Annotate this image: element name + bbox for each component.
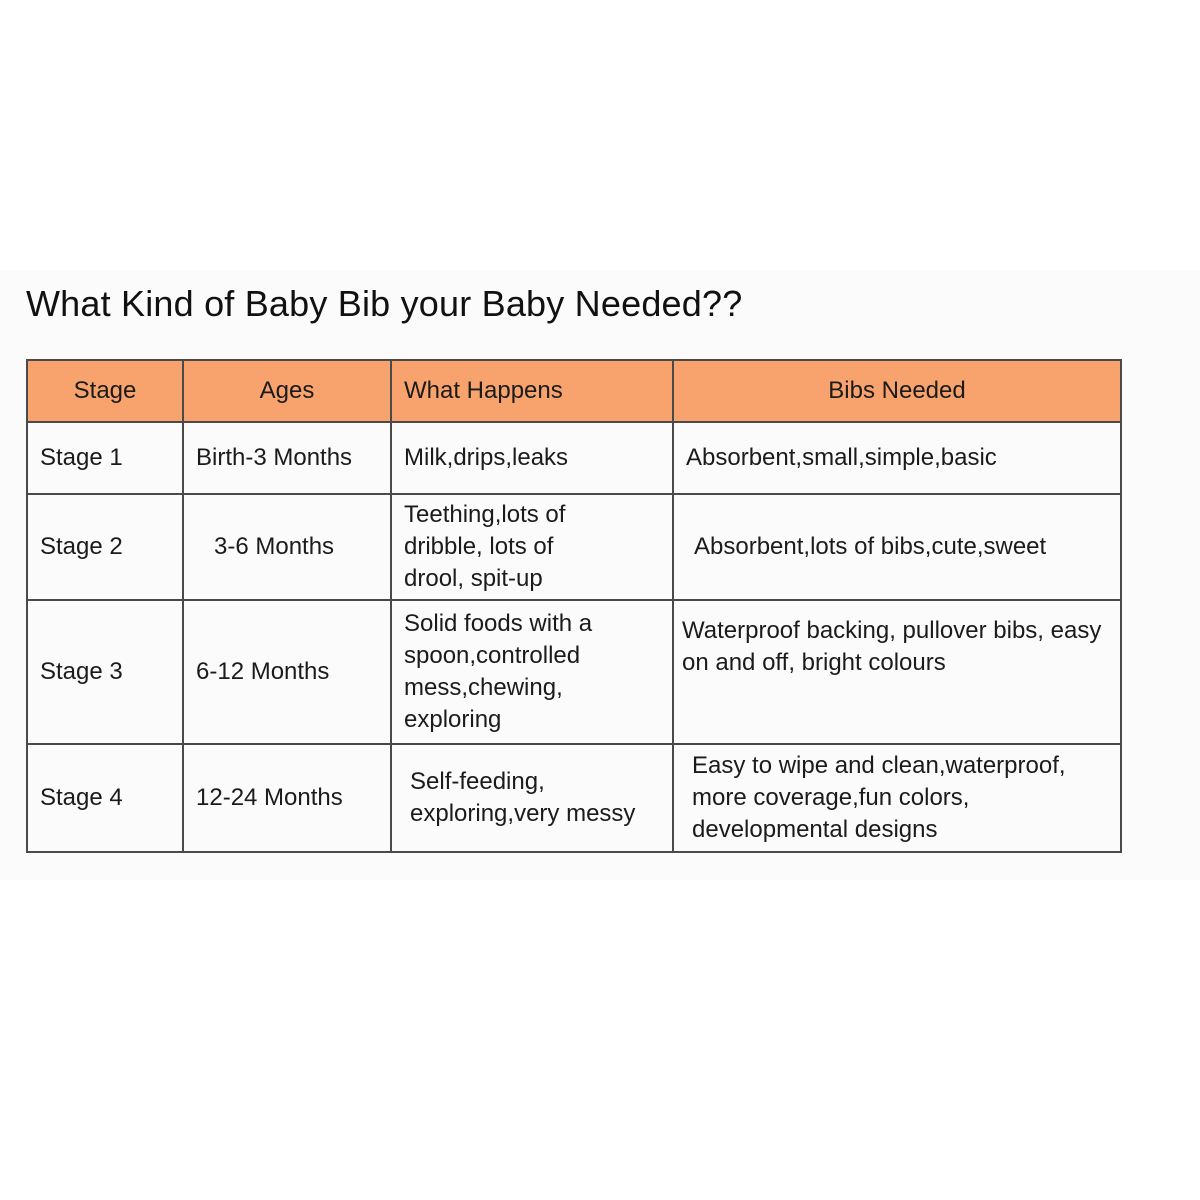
cell-what-happens: Solid foods with a spoon,controlled mess,chewing, exploring [391,600,673,744]
cell-what-happens: Milk,drips,leaks [391,422,673,494]
table-row [27,744,1121,852]
cell-bibs-needed: Absorbent,small,simple,basic [673,422,1121,494]
cell-bibs-needed: Easy to wipe and clean,waterproof, more coverage,fun colors, developmental designs [673,744,1121,852]
cell-stage: Stage 4 [27,744,183,852]
cell-stage: Stage 2 [27,494,183,600]
cell-stage: Stage 1 [27,422,183,494]
table-row [27,600,1121,744]
cell-bibs-needed: Waterproof backing, pullover bibs, easy on and off, bright colours [673,600,1121,744]
table-header-row [27,360,1121,422]
cell-ages: 12-24 Months [183,744,391,852]
cell-what-happens: Self-feeding, exploring,very messy [391,744,673,852]
cell-ages: 3-6 Months [183,494,391,600]
table-row [27,494,1121,600]
table-row [27,422,1121,494]
header-what-happens: What Happens [391,360,673,422]
header-ages: Ages [183,360,391,422]
page-title: What Kind of Baby Bib your Baby Needed?? [26,283,743,324]
cell-ages: 6-12 Months [183,600,391,744]
cell-bibs-needed: Absorbent,lots of bibs,cute,sweet [673,494,1121,600]
bib-stages-table [26,359,1122,853]
cell-stage: Stage 3 [27,600,183,744]
cell-what-happens: Teething,lots of dribble, lots of drool, spit-up [391,494,673,600]
cell-ages: Birth-3 Months [183,422,391,494]
header-stage: Stage [27,360,183,422]
header-bibs-needed: Bibs Needed [673,360,1121,422]
